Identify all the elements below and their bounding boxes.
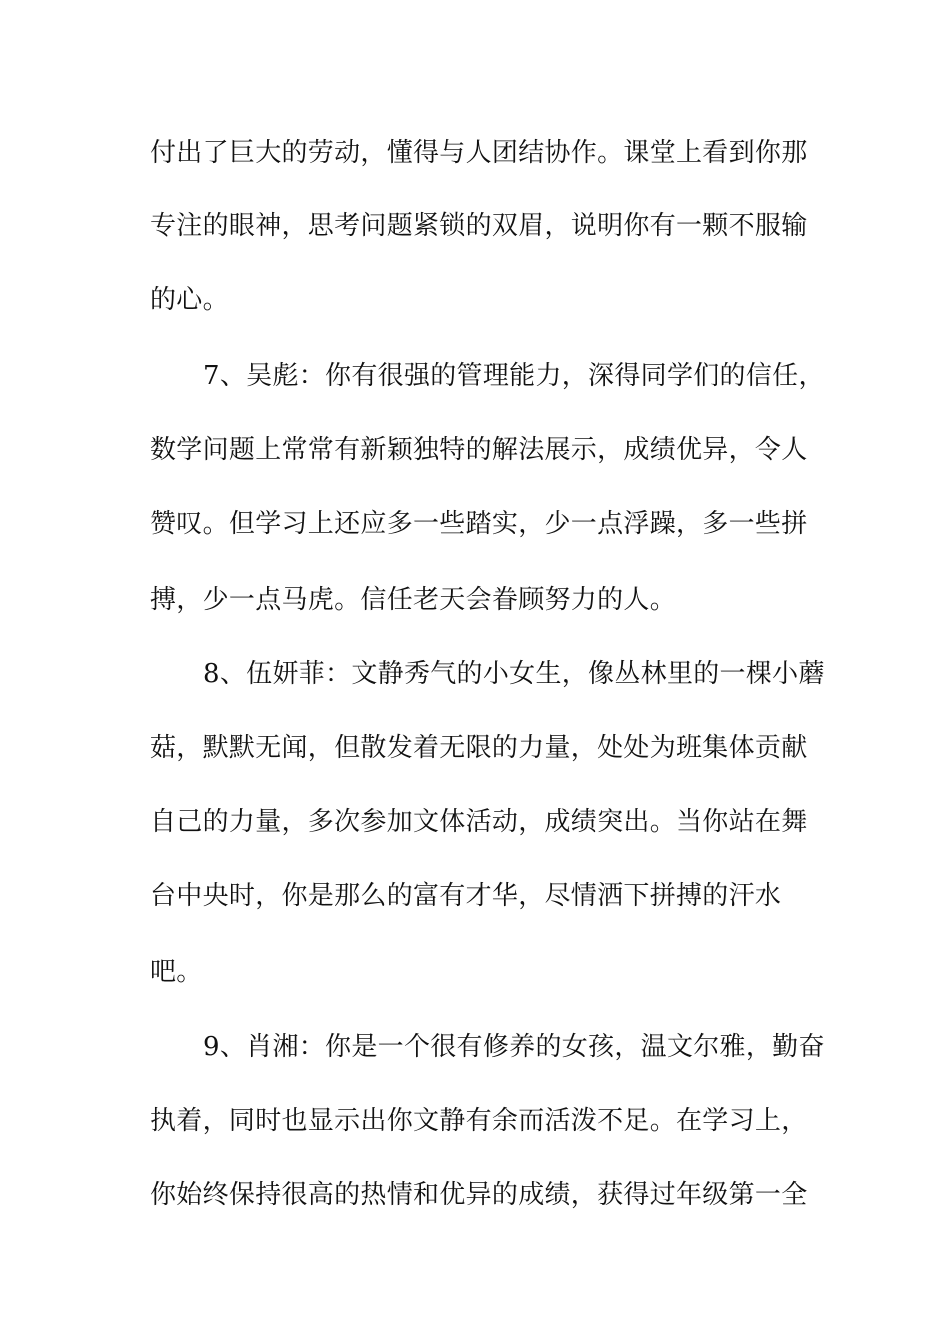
text-line: 执着，同时也显示出你文静有余而活泼不足。在学习上，: [150, 1106, 808, 1136]
text-line: 台中央时，你是那么的富有才华，尽情洒下拼搏的汗水: [150, 881, 782, 911]
text-line: 搏，少一点马虎。信任老天会眷顾努力的人。: [150, 585, 677, 615]
paragraph-start-line: 9、肖湘：你是一个很有修养的女孩，温文尔雅，勤奋: [203, 1032, 825, 1062]
text-line: 付出了巨大的劳动，懂得与人团结协作。课堂上看到你那: [150, 138, 808, 168]
text-line: 吧。: [150, 957, 203, 987]
text-line: 菇，默默无闻，但散发着无限的力量，处处为班集体贡献: [150, 733, 808, 763]
text-line: 专注的眼神，思考问题紧锁的双眉，说明你有一颗不服输: [150, 211, 808, 241]
text-line: 你始终保持很高的热情和优异的成绩，获得过年级第一全: [150, 1180, 808, 1210]
paragraph-start-line: 7、吴彪：你有很强的管理能力，深得同学们的信任，: [203, 361, 825, 391]
text-line: 自己的力量，多次参加文体活动，成绩突出。当你站在舞: [150, 807, 808, 837]
text-line: 数学问题上常常有新颖独特的解法展示，成绩优异，令人: [150, 435, 808, 465]
text-line: 的心。: [150, 285, 229, 315]
text-line: 赞叹。但学习上还应多一些踏实，少一点浮躁，多一些拼: [150, 509, 808, 539]
paragraph-start-line: 8、伍妍菲：文静秀气的小女生，像丛林里的一棵小蘑: [203, 659, 825, 689]
